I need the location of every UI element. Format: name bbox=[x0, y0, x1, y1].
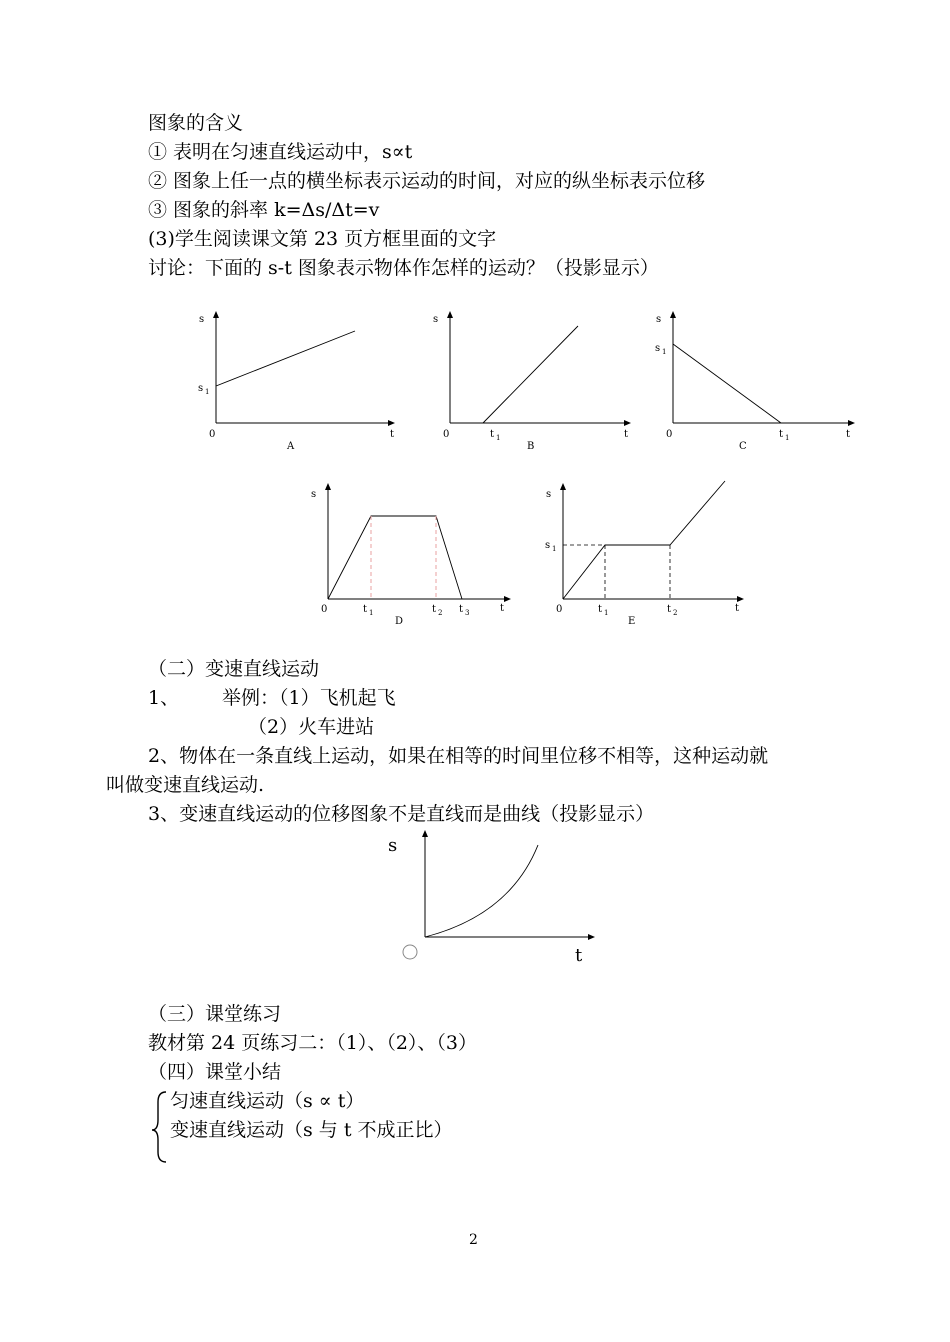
meaning-item-1: ① 表明在匀速直线运动中，s∝t bbox=[148, 141, 413, 163]
meaning-item-2: ② 图象上任一点的横坐标表示运动的时间，对应的纵坐标表示位移 bbox=[148, 170, 706, 192]
practice-title: （三）课堂练习 bbox=[148, 1003, 282, 1025]
graph-e-caption: E bbox=[628, 616, 636, 627]
summary-line-1: 匀速直线运动（s ∝ t） bbox=[170, 1090, 365, 1112]
graph-e-s-label: s bbox=[546, 489, 552, 500]
summary-title: （四）课堂小结 bbox=[148, 1061, 282, 1083]
graph-c-t-label: t bbox=[846, 429, 851, 440]
graph-c-s-label: s bbox=[656, 314, 662, 325]
graph-a-s1-label: s bbox=[198, 383, 204, 394]
graph-d-t2-label: t bbox=[432, 604, 437, 615]
discussion-prompt: 讨论：下面的 s-t 图象表示物体作怎样的运动？（投影显示） bbox=[148, 257, 659, 279]
graph-e-t-label: t bbox=[735, 603, 740, 614]
graph-e-line bbox=[563, 481, 725, 599]
reading-item: (3)学生阅读课文第 23 页方框里面的文字 bbox=[148, 228, 497, 250]
graph-c-caption: C bbox=[739, 441, 747, 452]
graph-a-s-label: s bbox=[199, 314, 205, 325]
graph-b-t-label: t bbox=[624, 429, 629, 440]
curve-graph-t-label: t bbox=[575, 945, 583, 966]
graph-a-origin: 0 bbox=[209, 429, 216, 440]
graph-a-t-label: t bbox=[390, 429, 395, 440]
graph-b-t1-sub: 1 bbox=[496, 434, 501, 442]
graph-a-s1-sub: 1 bbox=[205, 388, 210, 396]
graph-b-line bbox=[483, 326, 578, 423]
graph-e-s1-label: s bbox=[545, 540, 551, 551]
graph-e-t1-label: t bbox=[598, 604, 603, 615]
graph-d-line bbox=[328, 516, 462, 599]
graph-d-s-label: s bbox=[311, 489, 317, 500]
meaning-title: 图象的含义 bbox=[148, 112, 244, 134]
definition-line-2: 叫做变速直线运动. bbox=[106, 774, 265, 796]
graph-c-line bbox=[673, 344, 781, 423]
graph-a-line bbox=[216, 331, 355, 386]
graph-c bbox=[655, 314, 852, 452]
curve-graph bbox=[388, 833, 592, 966]
graph-e-t2-label: t bbox=[667, 604, 672, 615]
graph-c-s1-sub: 1 bbox=[662, 348, 667, 356]
graph-c-origin: 0 bbox=[666, 429, 673, 440]
graph-d-caption: D bbox=[395, 616, 404, 627]
graph-d-t-label: t bbox=[500, 603, 505, 614]
graph-e-t2-sub: 2 bbox=[673, 609, 678, 617]
graph-d-t1-label: t bbox=[363, 604, 368, 615]
graph-c-t1-sub: 1 bbox=[785, 434, 790, 442]
example-2: （2）火车进站 bbox=[248, 716, 375, 738]
graph-a-caption: A bbox=[287, 441, 295, 452]
graph-b bbox=[433, 314, 628, 452]
curve-graph-s-label: s bbox=[388, 835, 398, 856]
curve-graph-curve bbox=[425, 845, 538, 937]
example-number: 1、 bbox=[148, 687, 180, 709]
definition-line-1: 2、物体在一条直线上运动，如果在相等的时间里位移不相等，这种运动就 bbox=[148, 745, 769, 767]
graph-d-t2-sub: 2 bbox=[438, 609, 443, 617]
graph-e bbox=[545, 481, 741, 627]
graph-b-s-label: s bbox=[433, 314, 439, 325]
variable-motion-title: （二）变速直线运动 bbox=[148, 658, 320, 680]
graph-d-t1-sub: 1 bbox=[369, 609, 374, 617]
practice-text: 教材第 24 页练习二：（1）、（2）、（3） bbox=[148, 1032, 478, 1054]
curve-graph-origin-mark bbox=[403, 945, 417, 959]
graph-d-t3-label: t bbox=[459, 604, 464, 615]
meaning-item-3: ③ 图象的斜率 k=Δs/Δt=v bbox=[148, 199, 380, 221]
graph-e-origin: 0 bbox=[556, 604, 563, 615]
graph-c-s1-label: s bbox=[655, 343, 661, 354]
graph-c-t1-label: t bbox=[779, 429, 784, 440]
graph-e-t1-sub: 1 bbox=[604, 609, 609, 617]
graph-b-origin: 0 bbox=[443, 429, 450, 440]
curve-statement: 3、变速直线运动的位移图象不是直线而是曲线（投影显示） bbox=[148, 803, 655, 825]
graph-d-origin: 0 bbox=[321, 604, 328, 615]
graph-d-t3-sub: 3 bbox=[465, 609, 470, 617]
graph-e-s1-sub: 1 bbox=[552, 545, 557, 553]
graph-a bbox=[198, 314, 394, 452]
summary-line-2: 变速直线运动（s 与 t 不成正比） bbox=[170, 1119, 453, 1141]
page-number: 2 bbox=[469, 1232, 478, 1248]
graph-d bbox=[311, 486, 508, 627]
summary-brace bbox=[152, 1092, 166, 1162]
graph-b-caption: B bbox=[527, 441, 535, 452]
graph-b-t1-label: t bbox=[490, 429, 495, 440]
example-1: 举例：（1）飞机起飞 bbox=[222, 687, 396, 709]
